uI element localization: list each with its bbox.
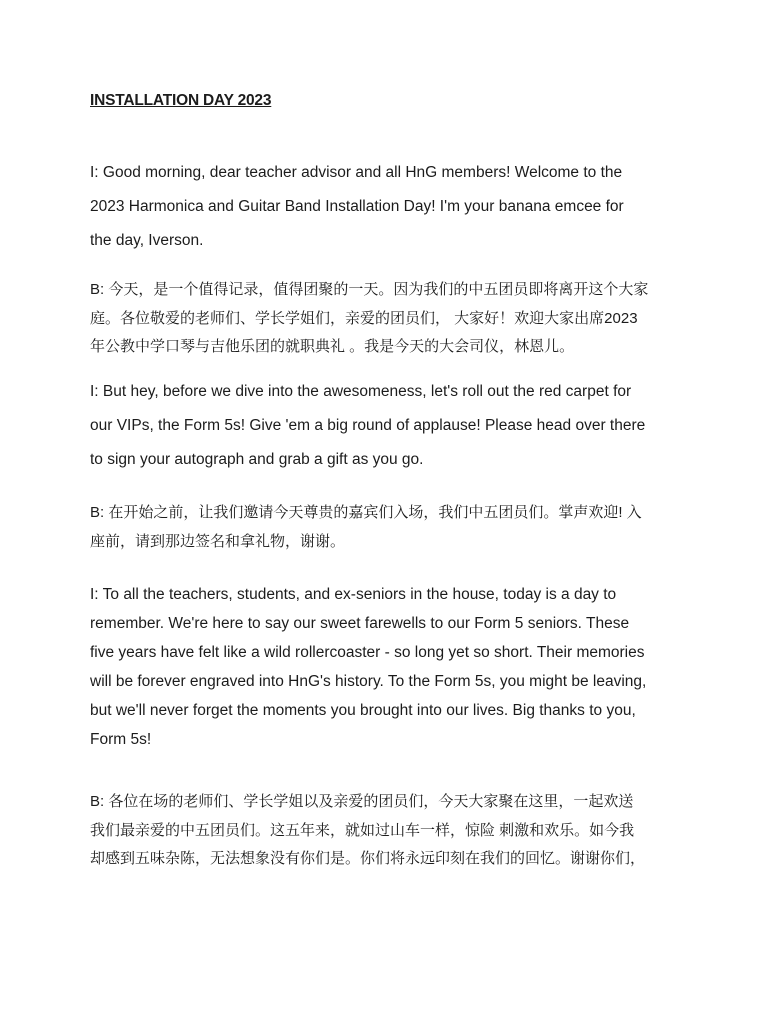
paragraph-iverson-welcome: I: Good morning, dear teacher advisor and all HnG members! Welcome to the 2023 Harmonica and Guitar Band Installation Day! I'm your banana emcee for the day, Iverson.: [90, 164, 624, 249]
paragraph-b-farewell: B: 各位在场的老师们、学长学姐以及亲爱的团员们，今天大家聚在这里，一起欢送 我们最亲爱的中五团员们。这五年来，就如过山车一样，惊险 刺激和欢乐。如今我 却感到五味杂陈，无法想象没有你们是。你们将永远印刻在我们的回忆。谢谢你们，: [90, 793, 646, 867]
paragraph-iverson-farewell: I: To all the teachers, students, and ex-seniors in the house, today is a day to remember. We're here to say our sweet farewells to our Form 5 seniors. These five years have felt like a wild rollercoaster - so long yet so short. Their memories will be forever engraved into HnG's history. To the Form 5s, you might be leaving, but we'll never forget the moments you brought into our lives. Big thanks to you, Form 5s!: [90, 586, 647, 748]
paragraph-iverson-vips: I: But hey, before we dive into the awesomeness, let's roll out the red carpet for our VIPs, the Form 5s! Give 'em a big round of applause! Please head over there to sign your autograph and grab a gift as you go.: [90, 383, 646, 468]
document-title: INSTALLATION DAY 2023: [90, 92, 272, 109]
paragraph-b-vips: B: 在开始之前，让我们邀请今天尊贵的嘉宾们入场，我们中五团员们。掌声欢迎! 入 座前，请到那边签名和拿礼物，谢谢。: [90, 504, 642, 550]
paragraph-b-welcome: B: 今天，是一个值得记录，值得团聚的一天。因为我们的中五团员即将离开这个大家 庭。各位敬爱的老师们、学长学姐们，亲爱的团员们， 大家好！欢迎大家出席2023 年公教中学口琴与吉他乐团的就职典礼 。我是今天的大会司仪，林恩儿。: [90, 281, 649, 355]
